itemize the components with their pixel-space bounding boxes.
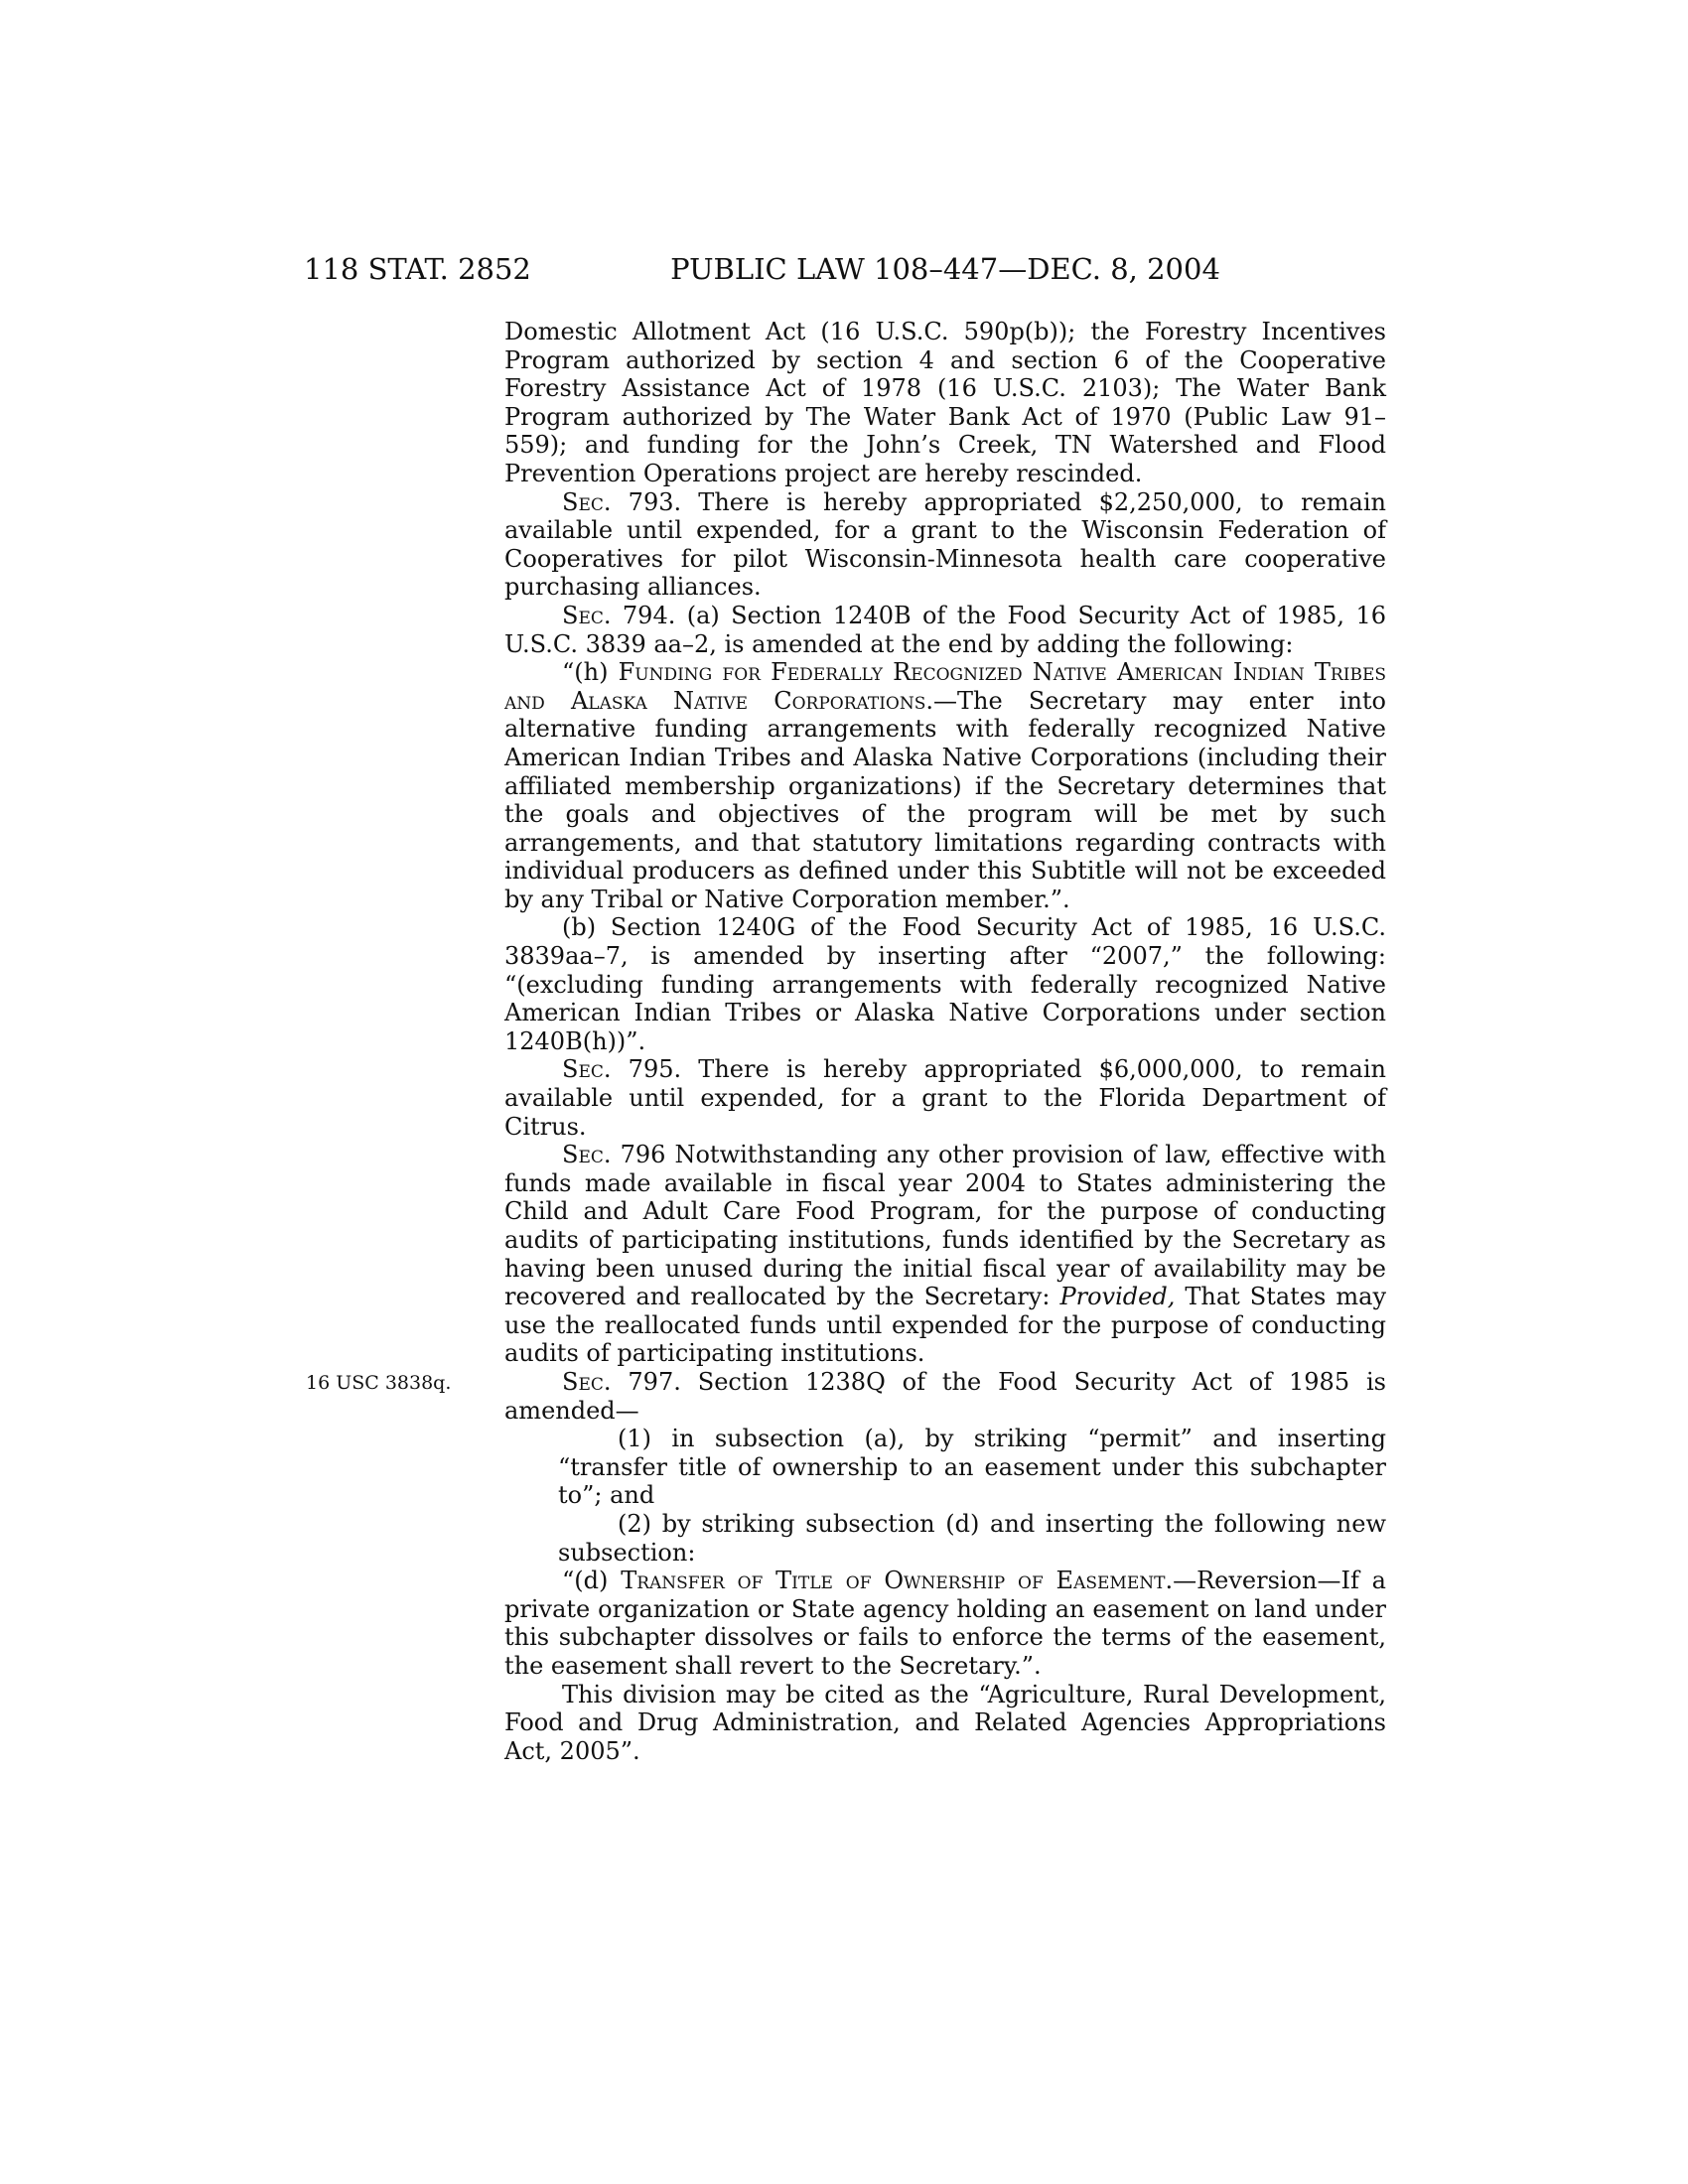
public-law-title: PUBLIC LAW 108–447—DEC. 8, 2004 bbox=[670, 252, 1220, 286]
text-run: (2) by striking subsection (d) and inserting the following new subsection: bbox=[558, 1509, 1386, 1567]
small-caps-run: Sec. bbox=[562, 601, 612, 629]
para-sec-793 bbox=[504, 488, 1386, 602]
para-rescissions-continuation bbox=[504, 318, 1386, 488]
text-run: That States may use the reallocated funds until expended for the purpose of conducting audits of participating institutions. bbox=[504, 1283, 1386, 1368]
small-caps-run: Transfer of Title of Ownership of Easement bbox=[621, 1567, 1166, 1595]
para-sec-794-b bbox=[504, 913, 1386, 1055]
small-caps-run: Sec. bbox=[562, 487, 612, 516]
text-run: .—The Secretary may enter into alternative funding arrangements with federally recognized Native American Indian Tribes and Alaska Native Corporations (including their affiliated membership organizations) if the Secretary determines that the goals and objectives of the program will be met by such arrangements, and that statutory limitations regarding contracts with individual producers as defined under this Subtitle will not be exceeded by any Tribal or Native Corporation member.”. bbox=[504, 686, 1386, 913]
para-sec-797-2 bbox=[558, 1510, 1386, 1567]
text-run: “(d) bbox=[562, 1567, 622, 1595]
text-run: Domestic Allotment Act (16 U.S.C. 590p(b)); the Forestry Incentives Program authorized by section 4 and section 6 of the Cooperative Forestry Assistance Act of 1978 (16 U.S.C. 2103); The Water Bank Program authorized by The Water Bank Act of 1970 (Public Law 91–559); and funding for the John’s Creek, TN Watershed and Flood Prevention Operations project are hereby rescinded. bbox=[504, 318, 1386, 487]
small-caps-run: Funding for Federally Recognized Native American Indian Tribes and Alaska Native Corporations bbox=[504, 658, 1386, 715]
body-paragraphs bbox=[306, 318, 1386, 1765]
para-subsection-h bbox=[504, 658, 1386, 913]
italic-run: Provided, bbox=[1059, 1283, 1176, 1311]
para-short-title bbox=[504, 1681, 1386, 1766]
small-caps-run: Sec. bbox=[562, 1055, 612, 1084]
text-run: “(h) bbox=[562, 658, 619, 687]
para-sec-795 bbox=[504, 1055, 1386, 1141]
small-caps-run: Sec. bbox=[562, 1141, 612, 1169]
para-sec-797-1 bbox=[558, 1425, 1386, 1510]
text-run: .—Reversion—If a private organization or State agency holding an easement on land under this subchapter dissolves or fails to enforce the terms of the easement, the easement shall revert to the Secretary.”. bbox=[504, 1567, 1386, 1680]
text-run: 796 Notwithstanding any other provision of law, effective with funds made available in fiscal year 2004 to States administering the Child and Adult Care Food Program, for the purpose of conducting audits of participating institutions, funds identified by the Secretary as having been unused during the initial fiscal year of availability may be recovered and reallocated by the Secretary: bbox=[504, 1141, 1386, 1311]
para-sec-796 bbox=[504, 1141, 1386, 1368]
text-run: 794. (a) Section 1240B of the Food Security Act of 1985, 16 U.S.C. 3839 aa–2, is amended at the end by adding the following: bbox=[504, 601, 1386, 658]
text-run: (1) in subsection (a), by striking “permit” and inserting “transfer title of ownership to an easement under this subchapter to”; and bbox=[558, 1425, 1386, 1510]
para-subsection-d bbox=[504, 1567, 1386, 1680]
text-run: 795. There is hereby appropriated $6,000,000, to remain available until expended, for a grant to the Florida Department of Citrus. bbox=[504, 1055, 1386, 1141]
text-run: 793. There is hereby appropriated $2,250,000, to remain available until expended, for a grant to the Wisconsin Federation of Cooperatives for pilot Wisconsin-Minnesota health care cooperative purchasing alliances. bbox=[504, 487, 1386, 602]
para-sec-797 bbox=[306, 1367, 1386, 1425]
text-run: This division may be cited as the “Agriculture, Rural Development, Food and Drug Administration, and Related Agencies Appropriations Act, 2005”. bbox=[504, 1680, 1386, 1765]
text-run: (b) Section 1240G of the Food Security Act of 1985, 16 U.S.C. 3839aa–7, is amended by inserting after “2007,” the following: “(excluding funding arrangements with federally recognized Native American Indian Tribes or Alaska Native Corporations under section 1240B(h))”. bbox=[504, 913, 1386, 1055]
stat-citation: 118 STAT. 2852 bbox=[304, 252, 531, 286]
para-sec-794-a bbox=[504, 602, 1386, 658]
small-caps-run: Sec. bbox=[562, 1367, 612, 1396]
margin-note-usc-citation: 16 USC 3838q. bbox=[306, 1371, 452, 1394]
text-run: 797. Section 1238Q of the Food Security Act of 1985 is amended— bbox=[504, 1367, 1386, 1425]
